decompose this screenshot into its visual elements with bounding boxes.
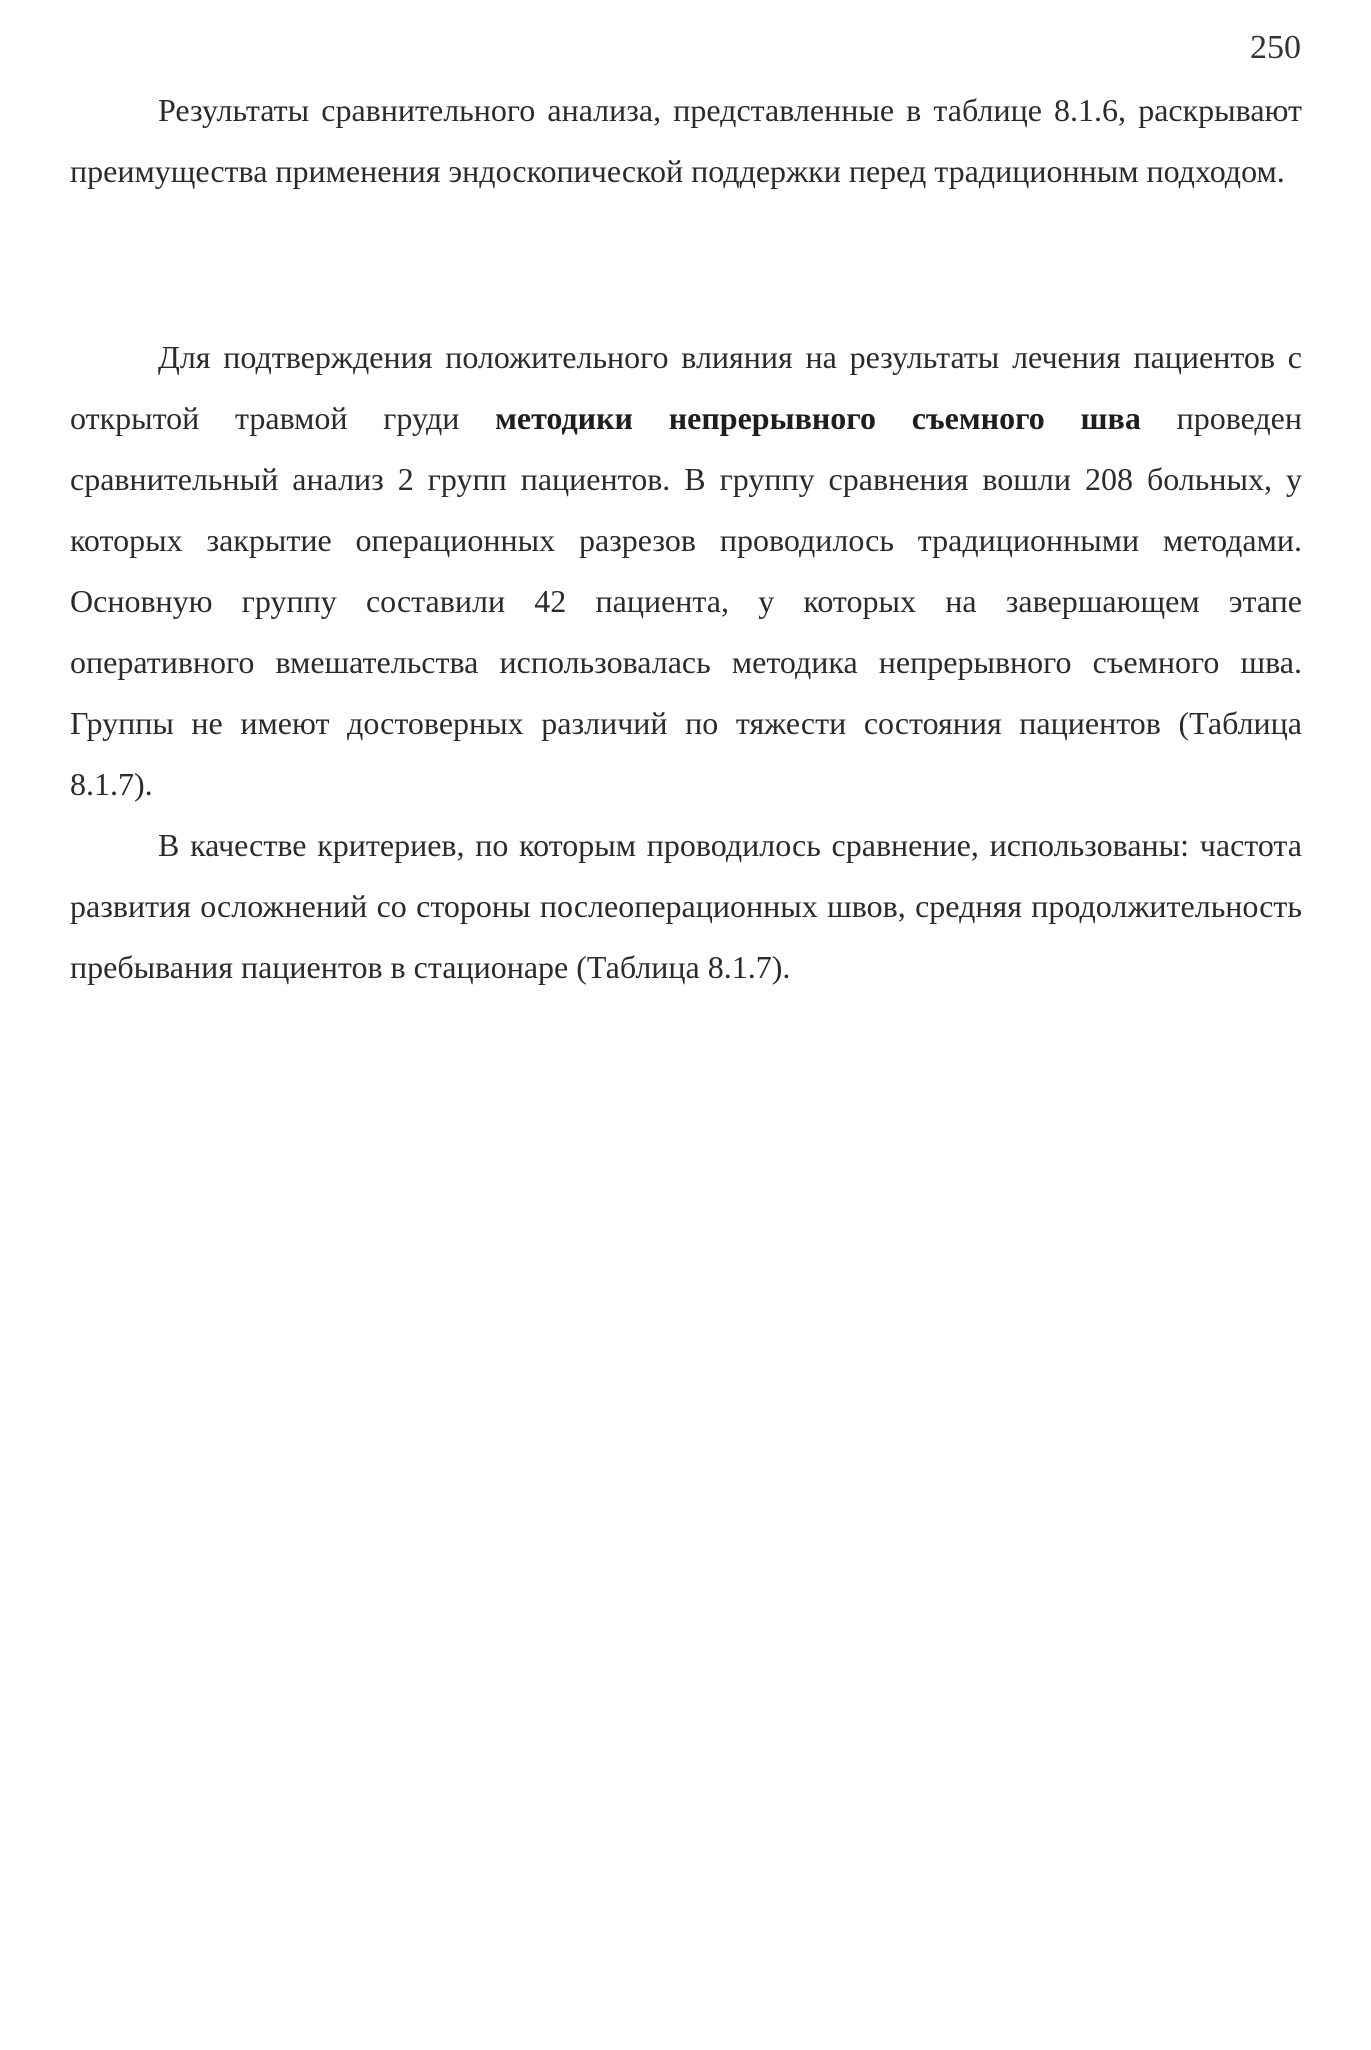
paragraph-2 xyxy=(70,327,1302,815)
paragraph-block-2 xyxy=(70,327,1302,998)
paragraph-3: В качестве критериев, по которым проводилось сравнение, использованы: частота развития осложнений со стороны послеоперационных швов, средняя продолжительность пребывания пациентов в стационаре (Таблица 8.1.7). xyxy=(70,827,1302,985)
paragraph-block-1 xyxy=(70,80,1302,202)
paragraph-2-text-end: проведен сравнительный анализ 2 групп пациентов. В группу сравнения вошли 208 больных, у которых закрытие операционных разрезов проводилось традиционными методами. Основную группу составили 42 пациента, у которых на завершающем этапе оперативного вмешательства использовалась методика непрерывного съемного шва. Группы не имеют достоверных различий по тяжести состояния пациентов (Таблица 8.1.7). xyxy=(70,400,1302,802)
paragraph-2-bold-term: методики непрерывного съемного шва xyxy=(495,400,1141,436)
paragraph-1: Результаты сравнительного анализа, представленные в таблице 8.1.6, раскрывают преимущества применения эндоскопической поддержки перед традиционным подходом. xyxy=(70,92,1302,189)
paragraph-2-text-start: Для подтверждения положительного влияния на результаты лечения пациентов с открытой травмой груди xyxy=(70,339,1302,436)
page-number: 250 xyxy=(1250,29,1301,66)
